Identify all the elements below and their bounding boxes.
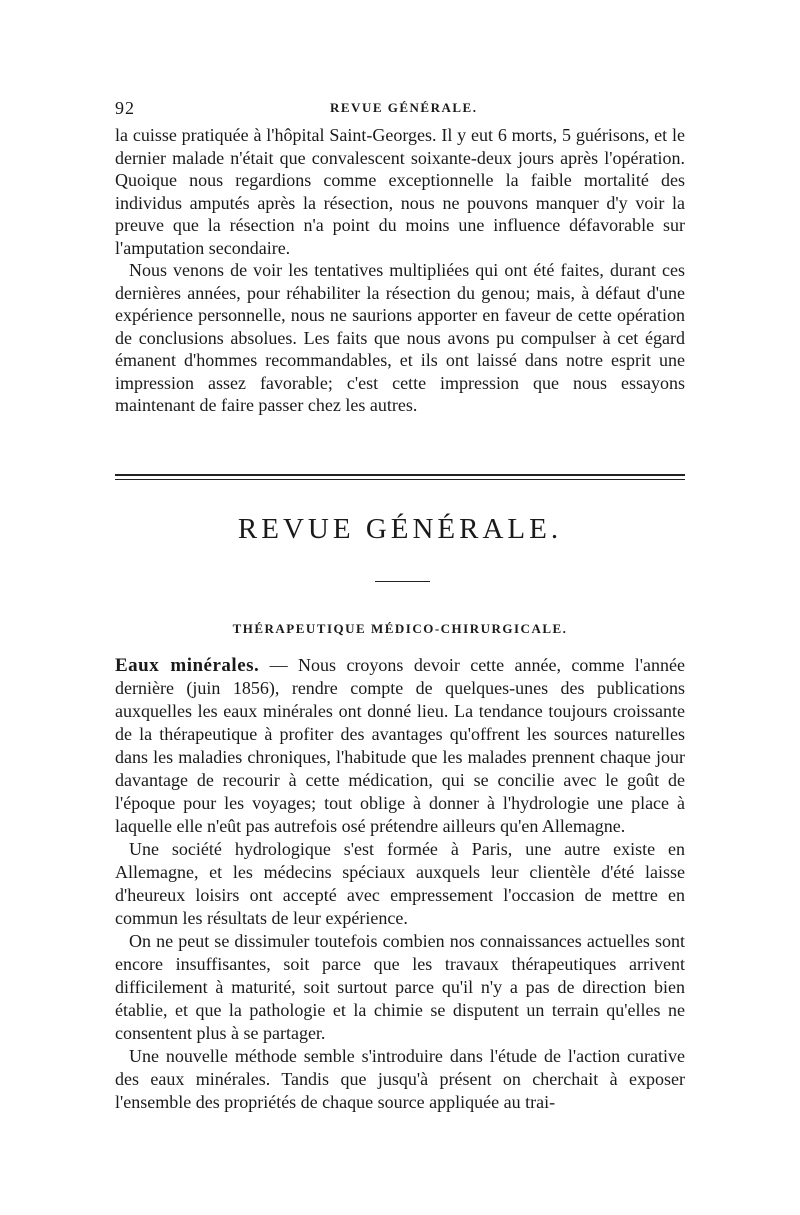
title-underline	[375, 581, 430, 582]
running-title: REVUE GÉNÉRALE.	[330, 100, 478, 115]
paragraph	[115, 654, 685, 838]
running-head	[115, 98, 685, 122]
top-text-block	[115, 124, 685, 417]
paragraph-text: — Nous croyons devoir cette année, comme l'année dernière (juin 1856), rendre compte de quelques-unes des publications auxquelles les eaux minérales ont donné lieu. La tendance toujours croissante de la thérapeutique à profiter des avantages qu'offrent les sources naturelles dans les maladies chroniques, l'habitude que les malades prennent chaque jour davantage de recourir à cette médication, qui se concilie avec le goût de l'époque pour les voyages; tout oblige à donner à l'hydrologie une place à laquelle elle n'eût pas autrefois osé prétendre ailleurs qu'en Allemagne.	[115, 655, 685, 836]
subsection-title: THÉRAPEUTIQUE MÉDICO-CHIRURGICALE.	[232, 621, 568, 636]
paragraph: Une société hydrologique s'est formée à Paris, une autre existe en Allemagne, et les médecins spéciaux auxquels leur clientèle d'été laisse d'heureux loisirs ont accepté avec empressement l'occasion de mettre en commun les résultats de leur expérience.	[115, 839, 685, 928]
paragraph: la cuisse pratiquée à l'hôpital Saint-Georges. Il y eut 6 morts, 5 guérisons, et le dernier malade n'était que convalescent soixante-deux jours après l'opération. Quoique nous regardions comme exceptionnelle la faible mortalité des individus amputés après la résection, nous ne pouvons manquer d'y voir la preuve que la résection n'a point du moins une influence défavorable sur l'amputation secondaire.	[115, 125, 685, 258]
section-divider-top	[115, 474, 685, 476]
paragraph: Nous venons de voir les tentatives multipliées qui ont été faites, durant ces dernières années, pour réhabiliter la résection du genou; mais, à défaut d'une expérience personnelle, nous ne saurions apporter en faveur de cette opération de conclusions absolues. Les faits que nous avons pu compulser à cet égard émanent d'hommes recommandables, et ils ont laissé dans notre esprit une impression assez favorable; c'est cette impression que nous essayons maintenant de faire passer chez les autres.	[115, 260, 685, 415]
body-text-block	[115, 654, 685, 1114]
rubric: Eaux minérales.	[115, 655, 260, 676]
paragraph: On ne peut se dissimuler toutefois combien nos connaissances actuelles sont encore insuffisantes, soit parce que les travaux thérapeutiques arrivent difficilement à maturité, soit surtout parce qu'il n'y a pas de direction bien établie, et que la pathologie et la chimie se disputent un terrain qu'elles ne consentent plus à se partager.	[115, 931, 685, 1043]
paragraph: Une nouvelle méthode semble s'introduire dans l'étude de l'action curative des eaux minérales. Tandis que jusqu'à présent on cherchait à exposer l'ensemble des propriétés de chaque source appliquée au trai-	[115, 1046, 685, 1112]
page-number: 92	[115, 98, 135, 118]
section-title: REVUE GÉNÉRALE.	[237, 513, 563, 545]
section-divider-bottom	[115, 479, 685, 480]
